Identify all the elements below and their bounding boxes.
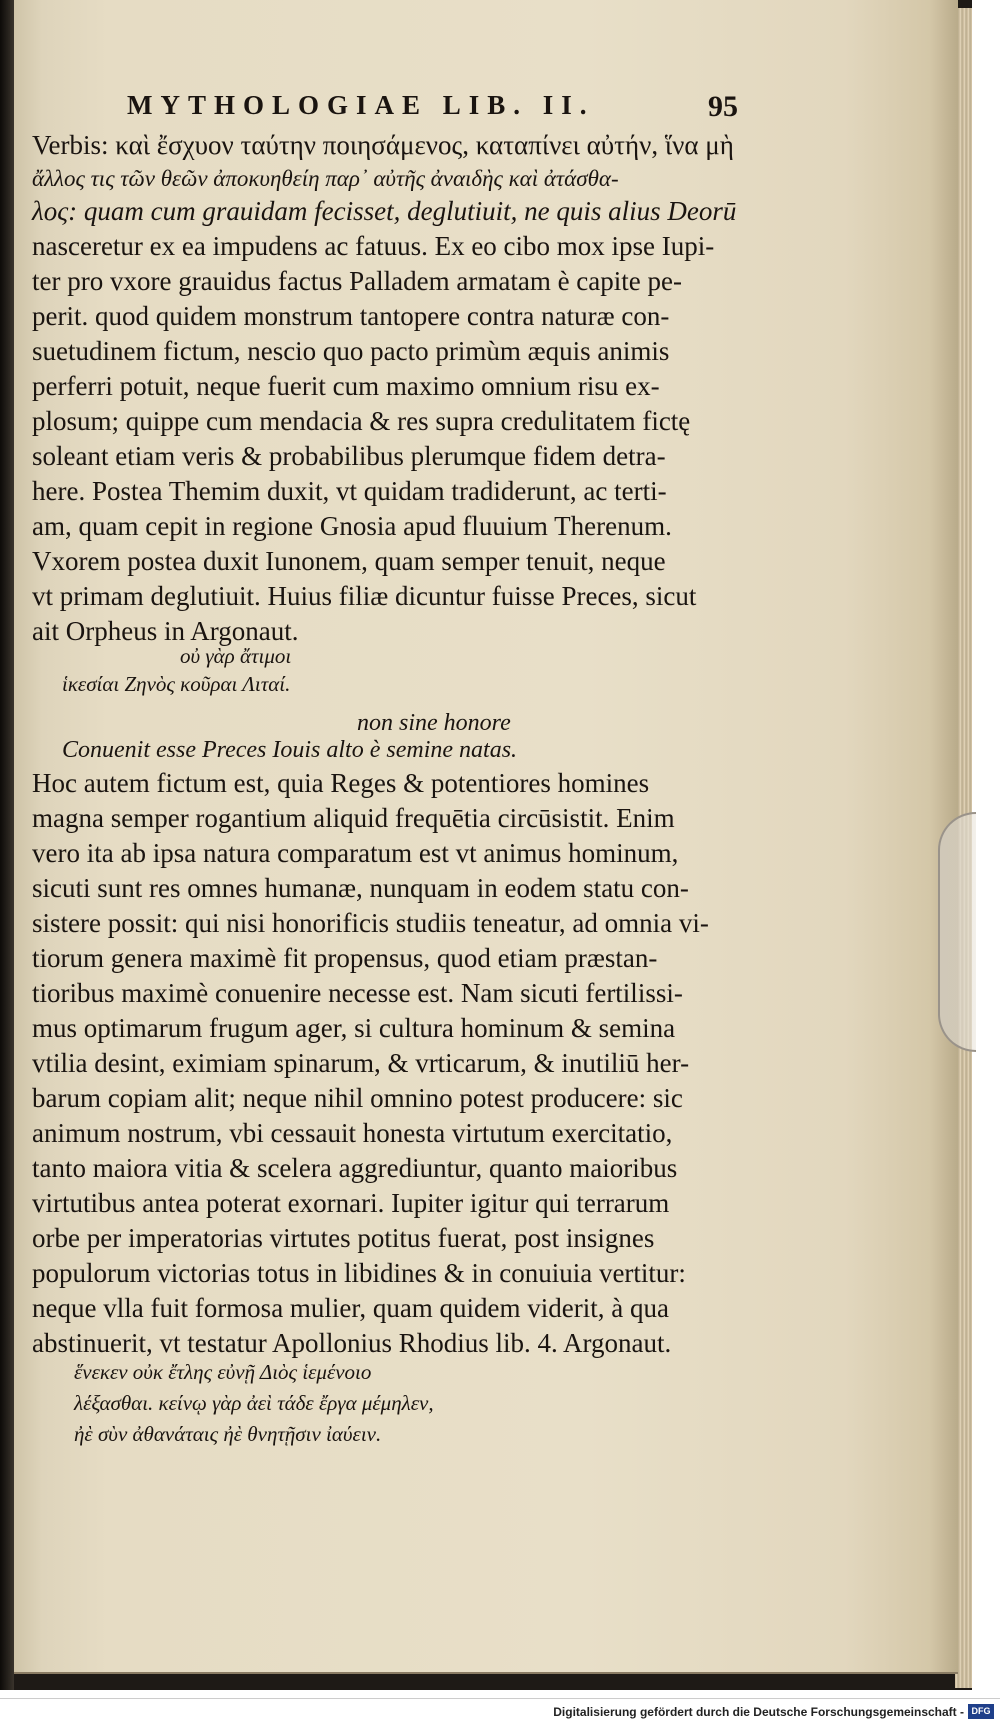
text-line-24: vtilia desint, eximiam spinarum, & vrticarum, & inutiliū her- [32, 1048, 690, 1078]
book-page [14, 0, 958, 1674]
greek-quote2-line-3: ἠὲ σὺν ἀθανάταις ἠὲ θνητῇσιν ἰαύειν. [74, 1422, 382, 1446]
text-line-11: here. Postea Themim duxit, vt quidam tradiderunt, ac terti- [32, 476, 667, 506]
text-line-15: ait Orpheus in Argonaut. [32, 616, 299, 646]
text-line-22: tioribus maximè conuenire necesse est. Nam sicuti fertilissi- [32, 978, 683, 1008]
text-line-20: sistere possit: qui nisi honorificis studiis teneatur, ad omnia vi- [32, 908, 709, 938]
greek-quote-line-2: ἱκεσίαι Ζηνὸς κοῦραι Λιταί. [62, 672, 291, 696]
dfg-logo: DFG [968, 1704, 994, 1719]
footer-bar [0, 1698, 1000, 1725]
text-line-12: am, quam cepit in regione Gnosia apud fluuium Therenum. [32, 511, 672, 541]
greek-quote2-line-2: λέξασθαι. κείνῳ γὰρ ἀεὶ τάδε ἔργα μέμηλεν, [74, 1391, 434, 1415]
text-line-28: virtutibus antea poterat exornari. Iupiter igitur qui terrarum [32, 1188, 670, 1218]
text-line-23: mus optimarum frugum ager, si cultura hominum & semina [32, 1013, 676, 1043]
binding-edge [0, 0, 14, 1690]
greek-quote2-line-1: ἕνεκεν οὐκ ἔτλης εὐνῇ Διὸς ἱεμένοιο [74, 1360, 372, 1384]
text-line-21: tiorum genera maximè fit propensus, quod etiam præstan- [32, 943, 658, 973]
text-line-27: tanto maiora vitia & scelera aggrediuntur, quanto maioribus [32, 1153, 678, 1183]
footer-credit: Digitalisierung gefördert durch die Deutsche Forschungsgemeinschaft - [553, 1705, 964, 1719]
text-line-1: Verbis: καὶ ἔσχυον ταύτην ποιησάμενος, καταπίνει αὐτήν, ἵνα μὴ [32, 130, 734, 160]
text-line-30: populorum victorias totus in libidines & in conuiuia vertitur: [32, 1258, 686, 1288]
text-line-25: barum copiam alit; neque nihil omnino potest producere: sic [32, 1083, 683, 1113]
text-line-32: abstinuerit, vt testatur Apollonius Rhodius lib. 4. Argonaut. [32, 1328, 672, 1358]
text-line-4: nasceretur ex ea impudens ac fatuus. Ex eo cibo mox ipse Iupi- [32, 231, 715, 261]
page-number: 95 [708, 90, 738, 123]
text-line-19: sicuti sunt res omnes humanæ, nunquam in eodem statu con- [32, 873, 689, 903]
text-line-16: Hoc autem fictum est, quia Reges & potentiores homines [32, 768, 650, 798]
text-line-8: perferri potuit, neque fuerit cum maximo omnium risu ex- [32, 371, 660, 401]
greek-quote-line-1: οὐ γὰρ ἄτιμοι [180, 644, 292, 668]
book-clamp [938, 812, 976, 1052]
text-line-6: perit. quod quidem monstrum tantopere contra naturæ con- [32, 301, 670, 331]
text-line-5: ter pro vxore grauidus factus Palladem armatam è capite pe- [32, 266, 682, 296]
text-line-14: vt primam deglutiuit. Huius filiæ dicuntur fuisse Preces, sicut [32, 581, 697, 611]
text-line-31: neque vlla fuit formosa mulier, quam quidem viderit, à qua [32, 1293, 669, 1323]
text-line-13: Vxorem postea duxit Iunonem, quam semper tenuit, neque [32, 546, 666, 576]
text-line-3: λος: quam cum grauidam fecisset, deglutiuit, ne quis alius Deorū [32, 196, 737, 226]
text-line-9: plosum; quippe cum mendacia & res supra credulitatem fictę [32, 406, 691, 436]
text-line-2: ἄλλος τις τῶν θεῶν ἀποκυηθείη παρ᾽ αὐτῆς ἀναιδὴς καὶ ἀτάσθα- [32, 166, 619, 191]
text-line-18: vero ita ab ipsa natura comparatum est vt animus hominum, [32, 838, 679, 868]
text-line-7: suetudinem fictum, nescio quo pacto primùm æquis animis [32, 336, 670, 366]
text-line-29: orbe per imperatorias virtutes potitus fuerat, post insignes [32, 1223, 655, 1253]
text-line-26: animum nostrum, vbi cessauit honesta virtutum exercitatio, [32, 1118, 673, 1148]
text-line-17: magna semper rogantium aliquid frequētia circūsistit. Enim [32, 803, 675, 833]
text-line-10: soleant etiam veris & probabilibus plerumque fidem detra- [32, 441, 666, 471]
latin-verse-line-1: non sine honore [357, 710, 511, 736]
latin-verse-line-2: Conuenit esse Preces Iouis alto è semine natas. [62, 737, 518, 763]
running-title: MYTHOLOGIAE LIB. II. [127, 90, 595, 120]
